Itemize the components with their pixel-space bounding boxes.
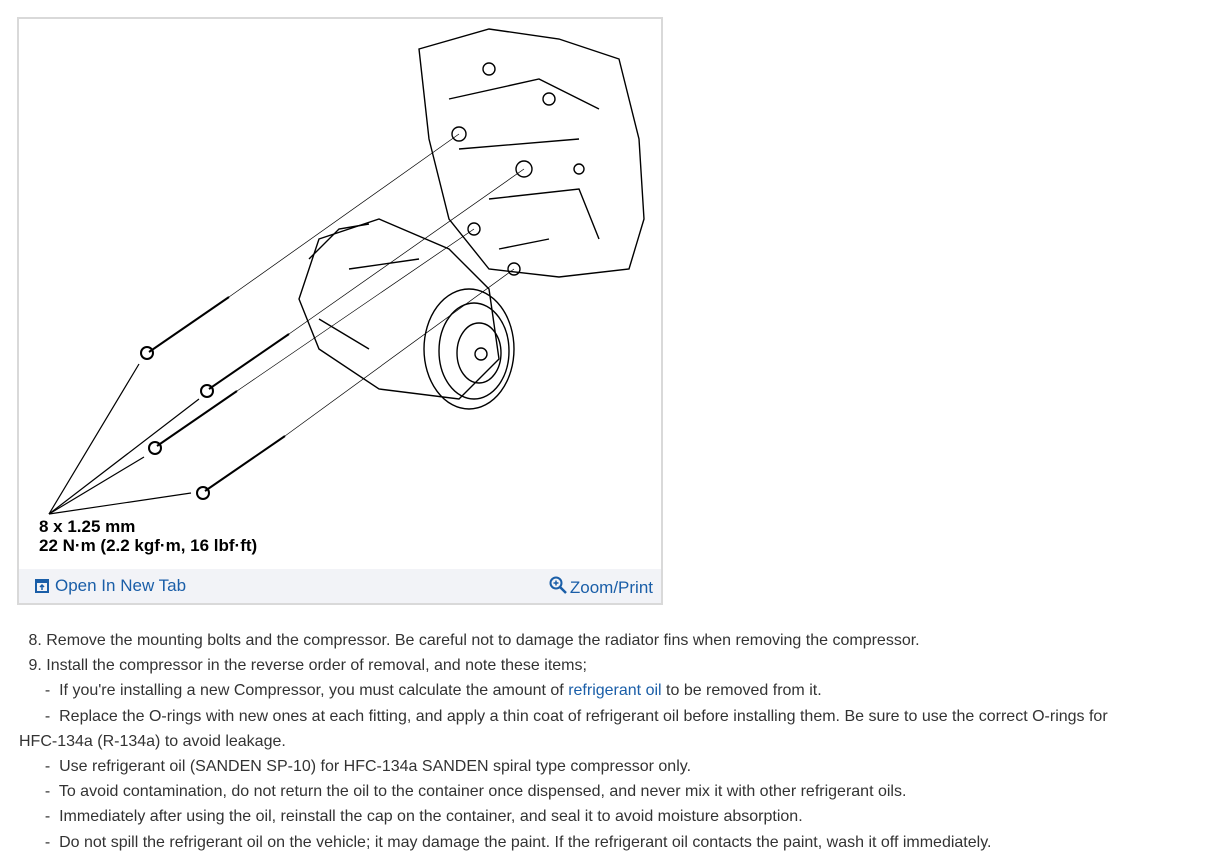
open-new-tab-label: Open In New Tab xyxy=(55,576,187,595)
note-spill: - Do not spill the refrigerant oil on the vehicle; it may damage the paint. If the refrigerant oil contacts the paint, wash it off immediately. xyxy=(36,833,992,851)
instructions xyxy=(20,628,1220,855)
figure xyxy=(17,17,663,605)
zoom-print-label: Zoom/Print xyxy=(569,578,653,597)
refrigerant-oil-link[interactable]: refrigerant oil xyxy=(568,682,662,700)
torque-spec: 22 N·m (2.2 kgf·m, 16 lbf·ft) xyxy=(39,536,258,555)
torque-caption xyxy=(39,517,257,555)
note-oil-type: - Use refrigerant oil (SANDEN SP-10) for HFC-134a SANDEN spiral type compressor only. xyxy=(36,758,692,776)
step-8: 8. Remove the mounting bolts and the compressor. Be careful not to damage the radiator fins when removing the compressor. xyxy=(24,632,920,649)
open-new-tab-icon xyxy=(35,579,49,593)
compressor-diagram xyxy=(19,19,661,569)
note-new-compressor: - If you're installing a new Compressor, you must calculate the amount of refrigerant oil to be removed from it. xyxy=(36,682,822,700)
note-o-rings-cont: HFC-134a (R-134a) to avoid leakage. xyxy=(19,732,286,750)
zoom-print-link[interactable] xyxy=(549,572,653,598)
open-new-tab-link[interactable] xyxy=(35,576,186,596)
step-9: 9. Install the compressor in the reverse order of removal, and note these items; xyxy=(24,657,587,675)
note-o-rings: - Replace the O-rings with new ones at each fitting, and apply a thin coat of refrigerant oil before installing them. Be sure to use the correct O-rings for xyxy=(36,707,1108,725)
figure-toolbar xyxy=(19,569,661,603)
note-cap: - Immediately after using the oil, reinstall the cap on the container, and seal it to avoid moisture absorption. xyxy=(36,808,803,826)
note-contamination: - To avoid contamination, do not return the oil to the container once dispensed, and never mix it with other refrigerant oils. xyxy=(36,783,907,801)
bolt-size: 8 x 1.25 mm xyxy=(39,517,136,536)
zoom-in-icon xyxy=(549,576,567,594)
